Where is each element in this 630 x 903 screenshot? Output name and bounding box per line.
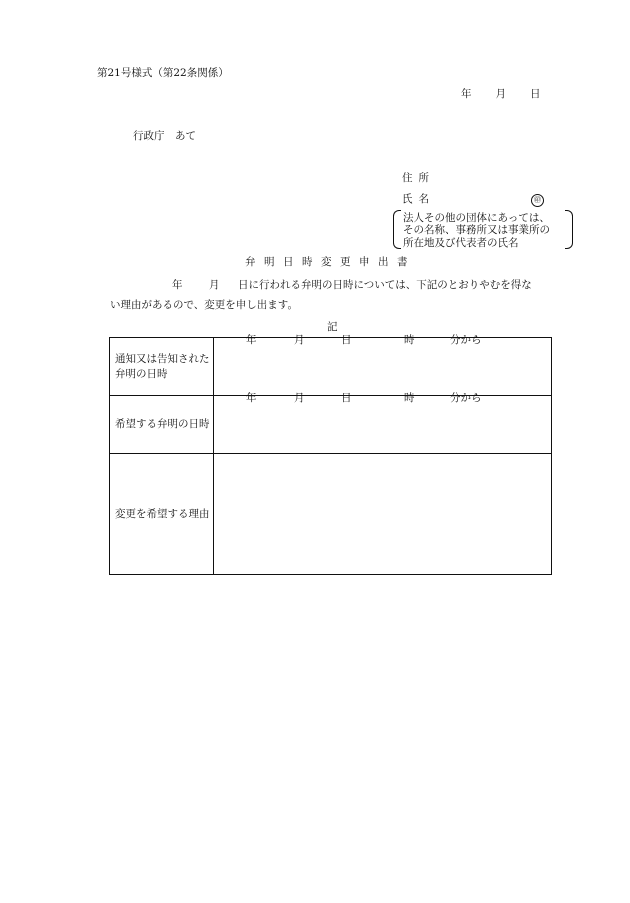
datetime-fields [214, 392, 551, 453]
applicant-note [393, 210, 573, 249]
name-label: 氏名 [402, 193, 435, 205]
row-label: 通知又は告知された弁明の日時 [110, 338, 214, 396]
document-title: 弁明日時変更申出書 [245, 256, 416, 268]
table-row [110, 338, 552, 396]
detail-table [109, 334, 552, 575]
notified-datetime-cell [214, 334, 552, 396]
dt-month: 月 [294, 334, 305, 346]
date-day: 日 [530, 88, 541, 100]
datetime-fields [214, 334, 551, 395]
date-month: 月 [495, 88, 506, 100]
row-label: 変更を希望する理由 [110, 454, 214, 575]
body-year: 年 [172, 279, 183, 291]
dt-minute: 分から [450, 392, 482, 404]
body-line1-rest: 日に行われる弁明の日時については、下記のとおりやむを得な [238, 279, 532, 291]
body-month: 月 [209, 279, 220, 291]
dt-year: 年 [246, 334, 257, 346]
address-label: 住所 [402, 172, 435, 184]
note-bracket-left [393, 210, 401, 249]
body-line-2: い理由があるので、変更を申し出ます。 [110, 299, 298, 311]
table-row [110, 396, 552, 454]
date-year: 年 [461, 88, 472, 100]
dt-hour: 時 [404, 392, 415, 404]
dt-day: 日 [341, 392, 352, 404]
date-line [461, 89, 541, 100]
dt-day: 日 [341, 334, 352, 346]
note-line: 所在地及び代表者の氏名 [403, 236, 519, 249]
row-label: 希望する弁明の日時 [110, 396, 214, 454]
dt-minute: 分から [450, 334, 482, 346]
dt-hour: 時 [404, 334, 415, 346]
note-bracket-right [565, 210, 573, 249]
reason-cell [214, 454, 552, 575]
form-number-label: 第21号様式（第22条関係） [97, 67, 229, 79]
seal-mark: ㊞ [531, 194, 544, 207]
dt-year: 年 [246, 392, 257, 404]
table-row [110, 454, 552, 575]
dt-month: 月 [294, 392, 305, 404]
body-line-1 [172, 280, 532, 291]
addressee: 行政庁 あて [133, 130, 196, 142]
note-lines [403, 212, 550, 249]
note-line: 法人その他の団体にあっては、 [403, 212, 550, 224]
note-line: その名称、事務所又は事業所の [403, 224, 550, 237]
desired-datetime-cell [214, 392, 552, 454]
ki-heading: 記 [327, 321, 338, 333]
